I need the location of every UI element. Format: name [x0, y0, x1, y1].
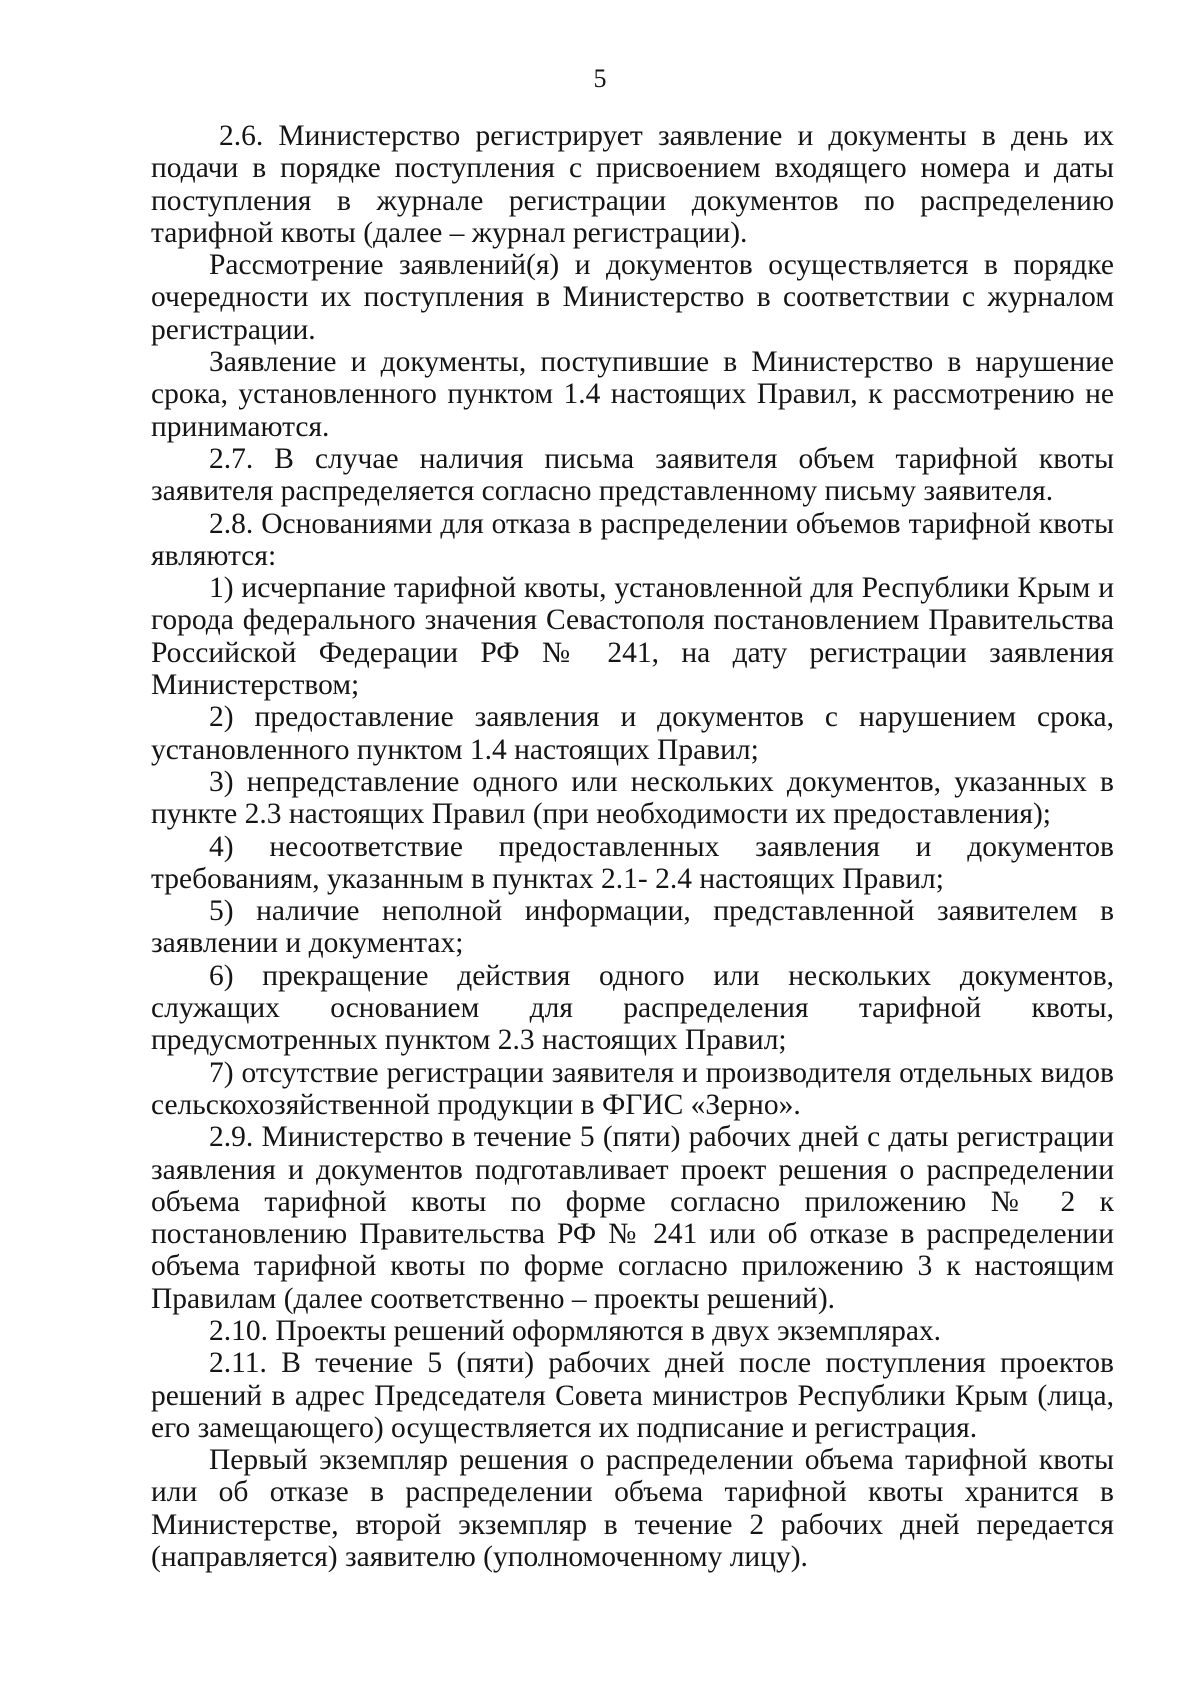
paragraph-2-7: 2.7. В случае наличия письма заявителя объем тарифной квоты заявителя распределяется согласно представленному письму заявителя. — [151, 442, 1114, 508]
paragraph-2-6-late: Заявление и документы, поступившие в Министерство в нарушение срока, установленного пунктом 1.4 настоящих Правил, к рассмотрению не принимаются. — [151, 346, 1114, 443]
list-item-2-8-6: 6) прекращение действия одного или нескольких документов, служащих основанием для распределения тарифной квоты, предусмотренных пунктом 2.3 настоящих Правил; — [151, 959, 1114, 1057]
list-item-2-8-1: 1) исчерпание тарифной квоты, установленной для Республики Крым и города федерального значения Севастополя постановлением Правительства Российской Федерации РФ № 241, на дату регистрации заявления Министерством; — [151, 572, 1114, 702]
list-item-2-8-5: 5) наличие неполной информации, представленной заявителем в заявлении и документах; — [151, 895, 1114, 960]
list-item-2-8-4: 4) несоответствие предоставленных заявления и документов требованиям, указанным в пунктах 2.1- 2.4 настоящих Правил; — [151, 830, 1114, 895]
list-item-2-8-2: 2) предоставление заявления и документов с нарушением срока, установленного пунктом 1.4 настоящих Правил; — [151, 701, 1114, 766]
list-item-2-8-7: 7) отсутствие регистрации заявителя и производителя отдельных видов сельскохозяйственной продукции в ФГИС «Зерно». — [151, 1056, 1114, 1121]
paragraph-2-10: 2.10. Проекты решений оформляются в двух экземплярах. — [209, 1314, 942, 1347]
paragraph-2-9: 2.9. Министерство в течение 5 (пяти) рабочих дней с даты регистрации заявления и документов подготавливает проект решения о распределении объема тарифной квоты по форме согласно приложению № 2 к постановлению Правительства РФ № 241 или об отказе в распределении объема тарифной квоты по форме согласно приложению 3 к настоящим Правилам (далее соответственно – проекты решений). — [151, 1121, 1114, 1315]
list-item-2-8-3: 3) непредставление одного или нескольких документов, указанных в пункте 2.3 настоящих Правил (при необходимости их предоставления); — [151, 765, 1114, 831]
page-number: 5 — [593, 64, 607, 93]
paragraph-2-8: 2.8. Основаниями для отказа в распределении объемов тарифной квоты являются: — [151, 507, 1114, 572]
paragraph-2-11: 2.11. В течение 5 (пяти) рабочих дней после поступления проектов решений в адрес Председателя Совета министров Республики Крым (лица, его замещающего) осуществляется их подписание и регистрация. — [151, 1347, 1114, 1444]
paragraph-2-6: 2.6. Министерство регистрирует заявление и документы в день их подачи в порядке поступления с присвоением входящего номера и даты поступления в журнале регистрации документов по распределению тарифной квоты (далее – журнал регистрации). — [151, 120, 1114, 249]
document-body — [151, 120, 1114, 1573]
paragraph-2-11-copies: Первый экземпляр решения о распределении объема тарифной квоты или об отказе в распределении объема тарифной квоты хранится в Министерстве, второй экземпляр в течение 2 рабочих дней передается (направляется) заявителю (уполномоченному лицу). — [151, 1444, 1114, 1574]
paragraph-2-6-review: Рассмотрение заявлений(я) и документов осуществляется в порядке очередности их поступления в Министерство в соответствии с журналом регистрации. — [151, 249, 1114, 346]
